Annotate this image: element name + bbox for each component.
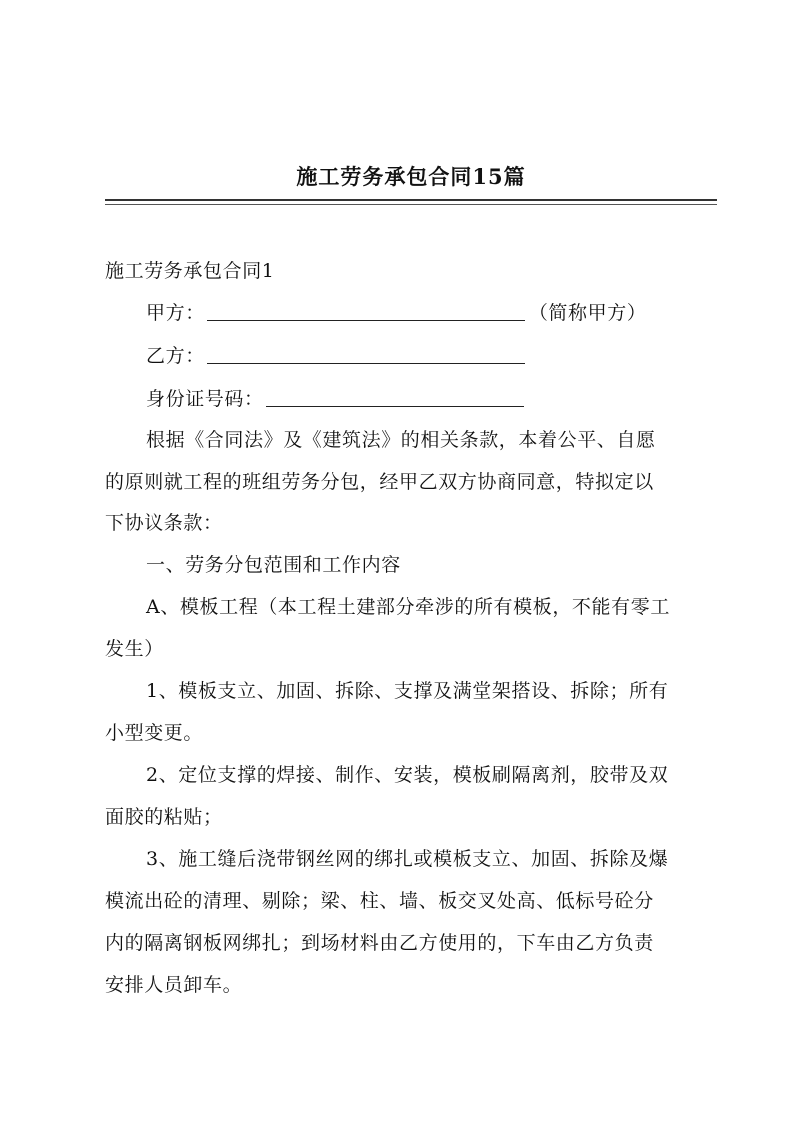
list-item-line: 内的隔离钢板网绑扎；到场材料由乙方使用的，下车由乙方负责 [105, 932, 654, 954]
paragraph-line: 发生） [105, 638, 164, 660]
list-item-line: 3、施工缝后浇带钢丝网的绑扎或模板支立、加固、拆除及爆 [146, 848, 669, 870]
party-a-blank [207, 298, 525, 321]
list-item-line: 安排人员卸车。 [105, 974, 243, 996]
paragraph-line: 的原则就工程的班组劳务分包，经甲乙双方协商同意，特拟定以 [105, 471, 654, 493]
id-number-label: 身份证号码： [146, 388, 264, 410]
paragraph-line: 根据《合同法》及《建筑法》的相关条款，本着公平、自愿 [146, 429, 656, 451]
party-b-blank [207, 341, 525, 364]
list-item-line: 模流出砼的清理、剔除；梁、柱、墙、板交叉处高、低标号砼分 [105, 890, 654, 912]
id-number-blank [266, 384, 524, 407]
party-a-suffix: （简称甲方） [528, 302, 647, 324]
paragraph-line: A、模板工程（本工程土建部分牵涉的所有模板，不能有零工 [146, 596, 670, 618]
list-item-line: 1、模板支立、加固、拆除、支撑及满堂架搭设、拆除；所有 [146, 680, 669, 702]
section-heading: 施工劳务承包合同1 [105, 260, 275, 282]
id-number-line [146, 384, 528, 414]
title-rule-thin [105, 204, 717, 205]
section-subheading: 一、劳务分包范围和工作内容 [146, 554, 401, 576]
party-b-line [146, 341, 529, 371]
party-a-label: 甲方： [146, 302, 205, 324]
party-b-label: 乙方： [146, 345, 205, 367]
title-rule-thick [105, 199, 717, 201]
party-a-line [146, 298, 646, 328]
list-item-line: 小型变更。 [105, 722, 204, 744]
document-title: 施工劳务承包合同15篇 [296, 164, 526, 189]
list-item-line: 面胶的粘贴； [105, 806, 223, 828]
list-item-line: 2、定位支撑的焊接、制作、安装，模板刷隔离剂，胶带及双 [146, 764, 669, 786]
paragraph-line: 下协议条款： [105, 512, 223, 534]
